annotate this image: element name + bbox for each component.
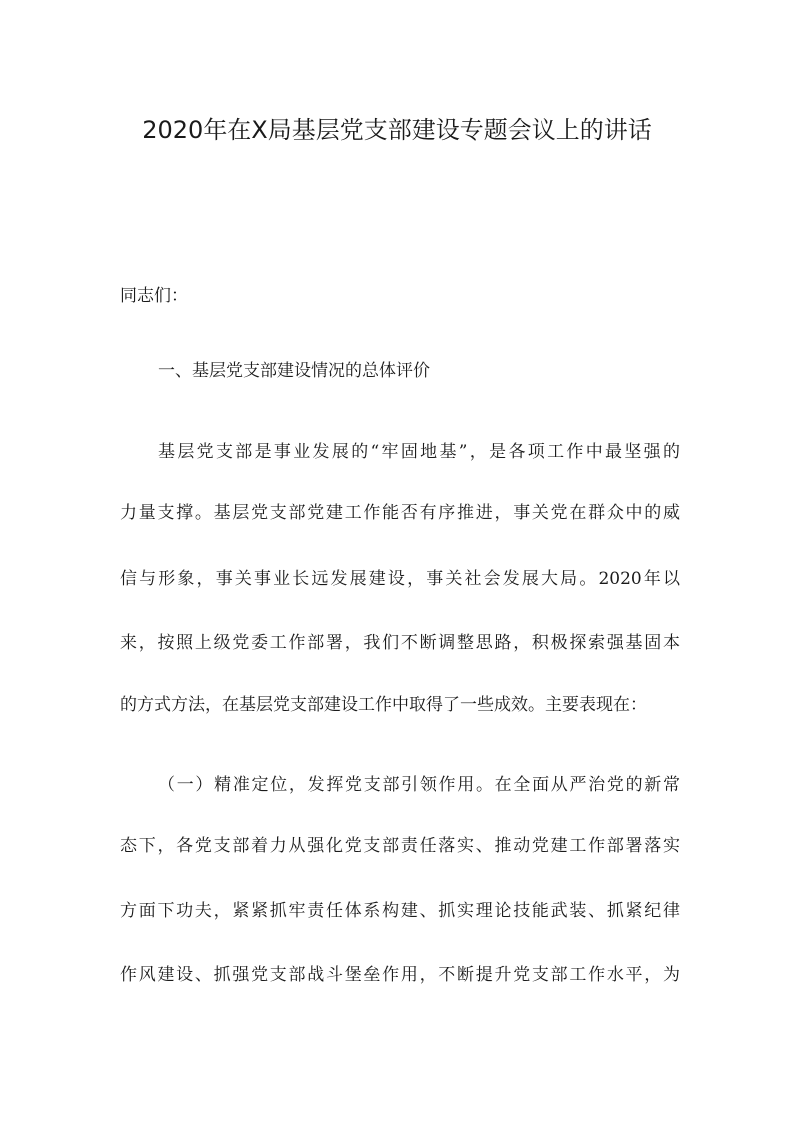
paragraph-line: 力量支撑。基层党支部党建工作能否有序推进，事关党在群众中的威 [120, 503, 680, 523]
paragraph-line: 方面下功夫，紧紧抓牢责任体系构建、抓实理论技能武装、抓紧纪律 [120, 901, 680, 921]
paragraph-line: 来，按照上级党委工作部署，我们不断调整思路，积极探索强基固本 [120, 633, 680, 653]
document-title: 2020年在X局基层党支部建设专题会议上的讲话 [142, 116, 652, 144]
salutation: 同志们： [120, 286, 188, 306]
paragraph-line: 基层党支部是事业发展的“牢固地基”，是各项工作中最坚强的 [158, 442, 680, 462]
section-heading: 一、基层党支部建设情况的总体评价 [158, 361, 430, 381]
paragraph-line: 作风建设、抓强党支部战斗堡垒作用，不断提升党支部工作水平，为 [120, 965, 680, 985]
paragraph-line: 信与形象，事关事业长远发展建设，事关社会发展大局。2020年以 [120, 569, 680, 589]
paragraph-line: （一）精准定位，发挥党支部引领作用。在全面从严治党的新常 [158, 775, 680, 795]
paragraph-line: 的方式方法，在基层党支部建设工作中取得了一些成效。主要表现在： [120, 695, 647, 715]
paragraph-line: 态下，各党支部着力从强化党支部责任落实、推动党建工作部署落实 [120, 836, 680, 856]
